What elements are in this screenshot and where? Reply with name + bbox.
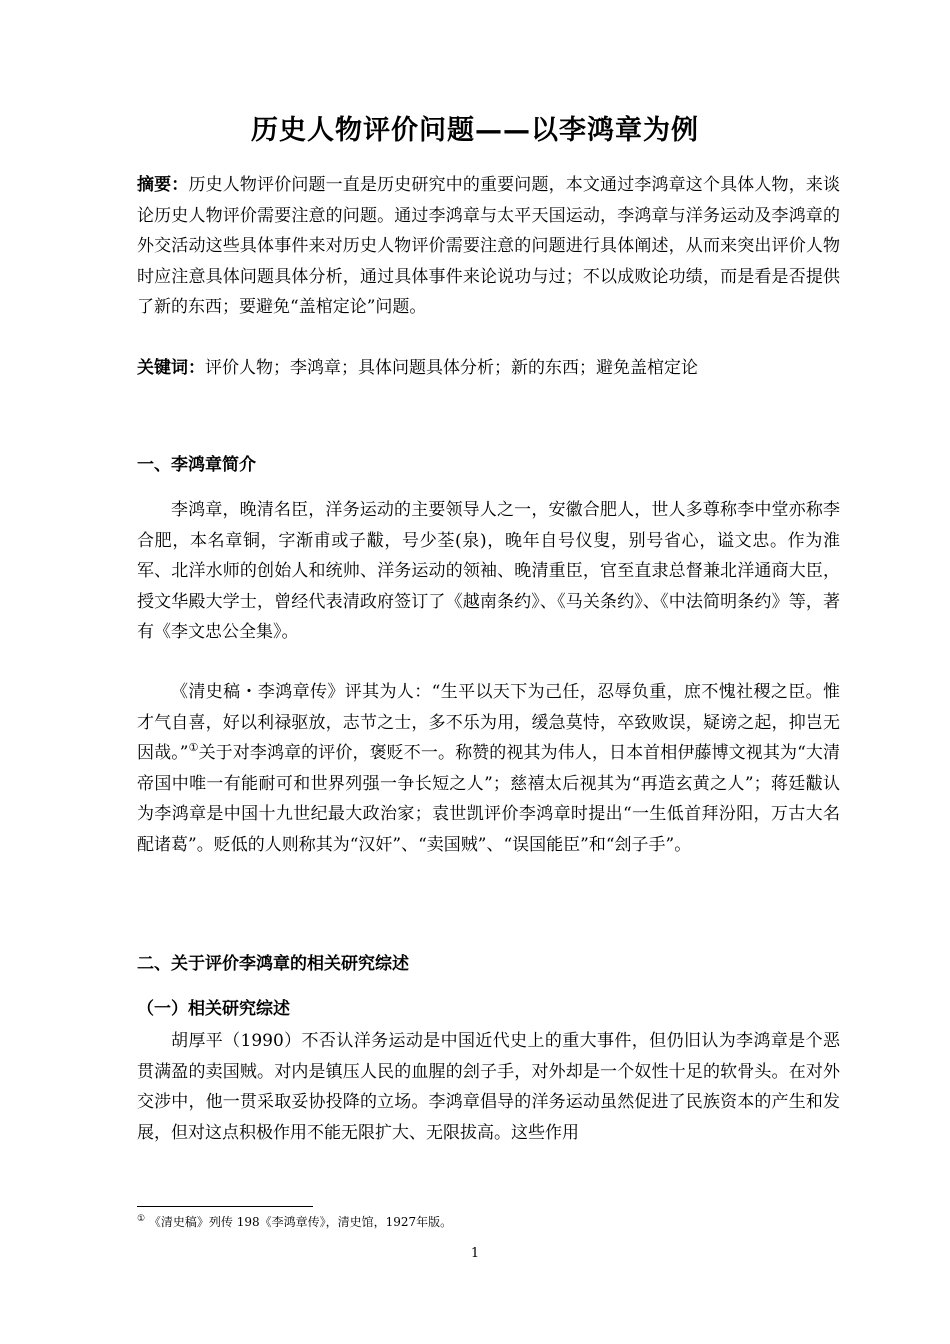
- paragraph-text: 《清史稿・李鸿章传》评其为人：“生平以天下为己任，忍辱负重，庶不愧社稷之臣。惟才气自喜，好以利禄驱放，志节之士，多不乐为用，缓急莫恃，卒致败误，疑谤之起，抑岂无因哉。”: [137, 682, 840, 763]
- abstract: [137, 170, 840, 323]
- section1-paragraph-2: [137, 677, 840, 860]
- section2-paragraph-1: 胡厚平（1990）不否认洋务运动是中国近代史上的重大事件，但仍旧认为李鸿章是个恶贯满盈的卖国贼。对内是镇压人民的血腥的刽子手，对外却是一个奴性十足的软骨头。在对外交涉中，他一贯采取妥协投降的立场。李鸿章倡导的洋务运动虽然促进了民族资本的产生和发展，但对这点积极作用不能无限扩大、无限拔高。这些作用: [137, 1031, 840, 1143]
- paragraph-text: 关于对李鸿章的评价，褒贬不一。称赞的视其为伟人，日本首相伊藤博文视其为“大清帝国中唯一有能耐可和世界列强一争长短之人”；慈禧太后视其为“再造玄黄之人”；蒋廷黻认为李鸿章是中国十九世纪最大政治家；袁世凯评价李鸿章时提出“一生低首拜汾阳，万古大名配诸葛”。贬低的人则称其为“汉奸”、“卖国贼”、“误国能臣”和“刽子手”。: [137, 743, 840, 855]
- keywords-text: 评价人物；李鸿章；具体问题具体分析；新的东西；避免盖棺定论: [205, 358, 698, 378]
- page-number: 1: [470, 1246, 480, 1261]
- footnote-text: 《清史稿》列传 198《李鸿章传》，清史馆，1927年版。: [148, 1215, 453, 1229]
- abstract-text: 历史人物评价问题一直是历史研究中的重要问题，本文通过李鸿章这个具体人物，来谈论历史人物评价需要注意的问题。通过李鸿章与太平天国运动，李鸿章与洋务运动及李鸿章的外交活动这些具体事件来对历史人物评价需要注意的问题进行具体阐述，从而来突出评价人物时应注意具体问题具体分析，通过具体事件来论说功与过；不以成败论功绩，而是看是否提供了新的东西；要避免“盖棺定论”问题。: [137, 175, 841, 317]
- footnote: [137, 1213, 452, 1231]
- footnote-divider: [137, 1206, 313, 1207]
- section2-heading: 二、关于评价李鸿章的相关研究综述: [137, 954, 409, 974]
- section1-paragraph-1: 李鸿章，晚清名臣，洋务运动的主要领导人之一，安徽合肥人，世人多尊称李中堂亦称李合肥，本名章铜，字渐甫或子黻，号少荃(泉)，晚年自号仪叟，别号省心，谥文忠。作为淮军、北洋水师的创始人和统帅、洋务运动的领袖、晚清重臣，官至直隶总督兼北洋通商大臣，授文华殿大学士，曾经代表清政府签订了《越南条约》、《马关条约》、《中法简明条约》等，著有《李文忠公全集》。: [137, 500, 840, 642]
- keywords-label: 关键词：: [137, 358, 205, 378]
- document-title: 历史人物评价问题——以李鸿章为例: [251, 115, 699, 146]
- footnote-reference[interactable]: ①: [188, 741, 199, 754]
- abstract-label: 摘要：: [137, 175, 189, 195]
- section2-subheading: （一）相关研究综述: [137, 999, 290, 1019]
- footnote-mark: ①: [137, 1214, 146, 1224]
- keywords: [137, 353, 840, 384]
- section1-heading: 一、李鸿章简介: [137, 455, 256, 475]
